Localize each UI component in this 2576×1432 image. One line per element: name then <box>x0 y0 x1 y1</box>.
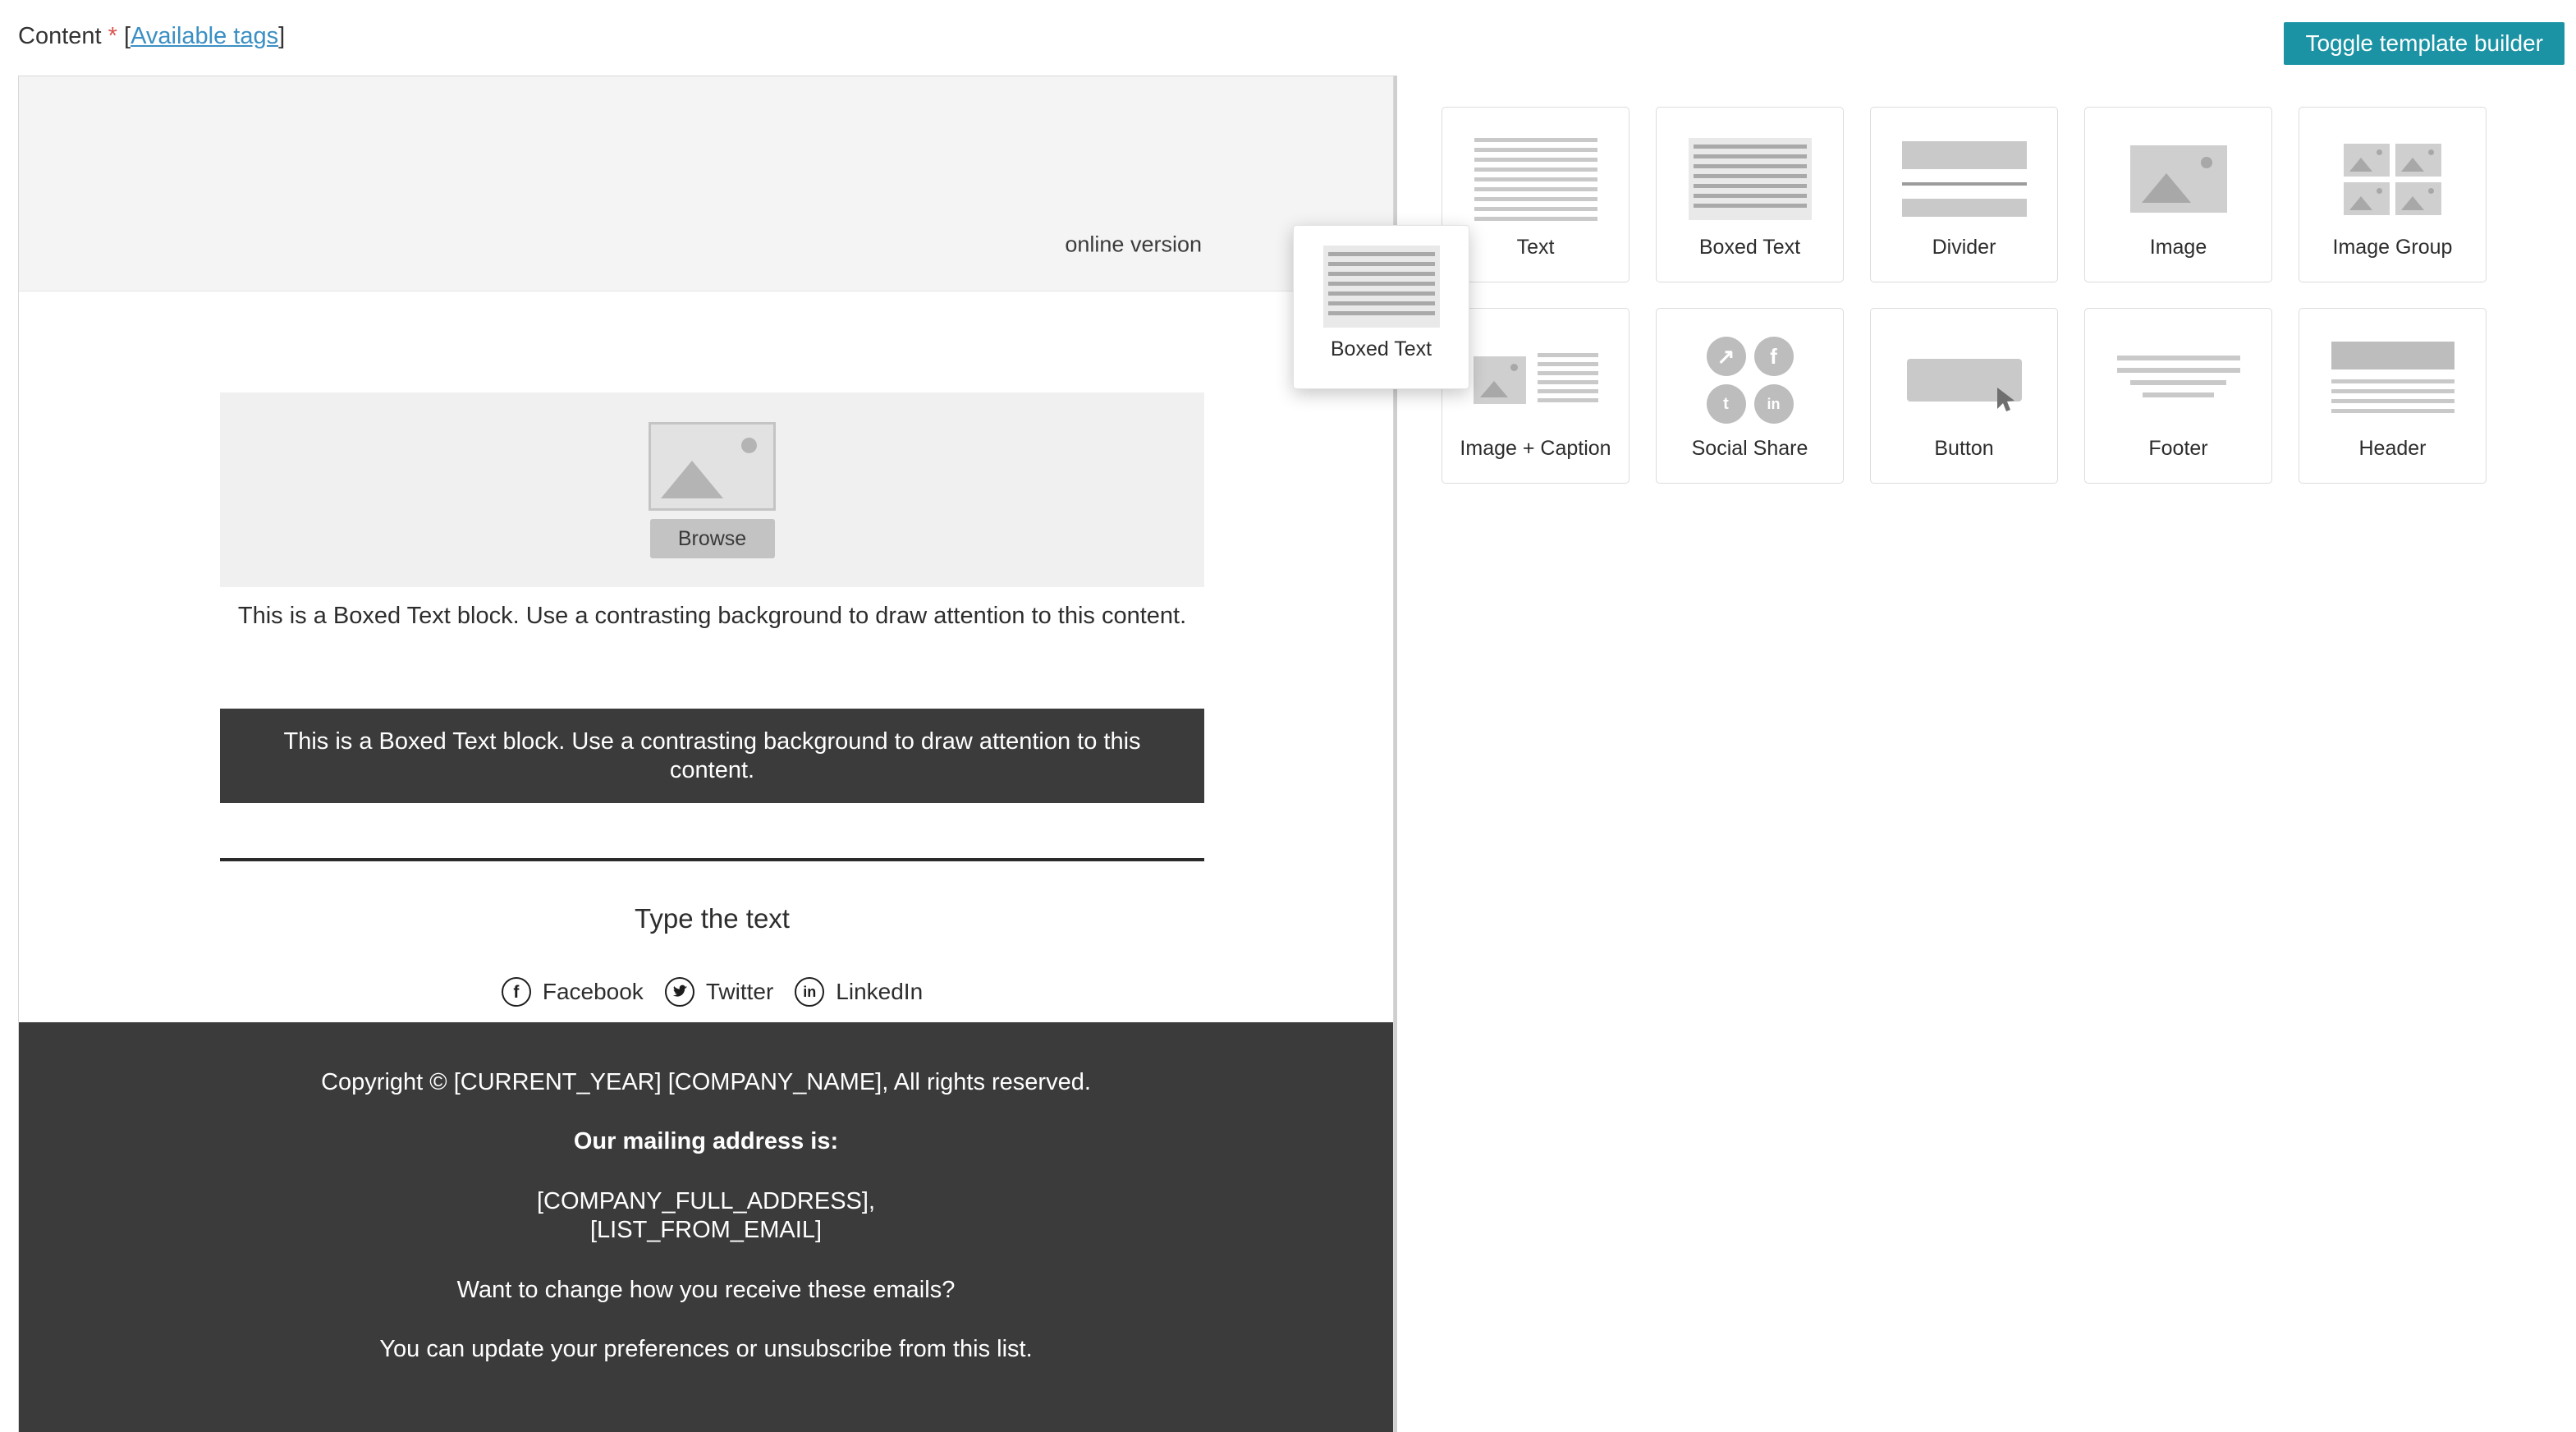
linkedin-icon: in <box>1754 384 1794 424</box>
social-share-block[interactable] <box>220 977 1204 1007</box>
social-label: LinkedIn <box>836 979 924 1004</box>
footer-block[interactable] <box>19 1022 1393 1432</box>
footer-preferences-text[interactable]: You can update your preferences or unsubscribe from this list. <box>379 1335 1033 1362</box>
palette-block-label: Footer <box>2148 437 2208 460</box>
divider-thumb-icon <box>1888 129 2040 229</box>
palette-block-label: Button <box>1934 437 1994 460</box>
footer-thumb-icon <box>2102 330 2254 430</box>
palette-block-label: Social Share <box>1691 437 1808 460</box>
palette-block-label: Text <box>1516 236 1555 259</box>
social-label: Twitter <box>705 979 774 1004</box>
facebook-icon: f <box>1754 337 1794 376</box>
palette-block-image-group[interactable] <box>2299 107 2487 282</box>
palette-block-label: Image + Caption <box>1460 437 1611 460</box>
palette-block-button[interactable] <box>1870 308 2058 484</box>
content-field-label <box>18 23 285 50</box>
share-icon: ↗ <box>1707 337 1746 376</box>
required-marker: * <box>108 23 117 49</box>
palette-block-boxed-text[interactable] <box>1656 107 1844 282</box>
online-version-link[interactable]: online version <box>1065 232 1202 257</box>
social-label: Facebook <box>542 979 644 1004</box>
button-block-text[interactable]: Type the text <box>635 903 790 934</box>
palette-block-header[interactable] <box>2299 308 2487 484</box>
palette-block-label: Header <box>2358 437 2427 460</box>
twitter-icon <box>665 977 694 1007</box>
image-thumb-icon <box>2102 129 2254 229</box>
email-body-area <box>19 291 1393 1022</box>
image-block[interactable] <box>220 392 1204 587</box>
footer-copyright: Copyright © [CURRENT_YEAR] [COMPANY_NAME], All rights reserved. <box>321 1069 1091 1095</box>
palette-block-label: Divider <box>1932 236 1996 259</box>
top-toolbar <box>0 0 2576 76</box>
footer-preferences-question: Want to change how you receive these emails? <box>456 1276 956 1303</box>
palette-block-label: Image Group <box>2332 236 2453 259</box>
boxed-text-thumb-icon <box>1674 129 1826 229</box>
footer-address-line-2: [LIST_FROM_EMAIL] <box>589 1217 822 1244</box>
template-builder-panel <box>1397 76 2576 1432</box>
palette-block-footer[interactable] <box>2084 308 2272 484</box>
image-group-thumb-icon <box>2317 129 2468 229</box>
block-palette-grid <box>1442 107 2532 484</box>
button-thumb-icon <box>1888 330 2040 430</box>
social-share-thumb-icon <box>1674 330 1826 430</box>
image-caption-thumb-icon <box>1460 330 1611 430</box>
footer-mailing-heading: Our mailing address is: <box>573 1128 839 1155</box>
bracket-close: ] <box>278 23 286 49</box>
social-item[interactable] <box>502 977 644 1007</box>
twitter-icon: t <box>1707 384 1746 424</box>
palette-block-image-caption[interactable] <box>1442 308 1629 484</box>
bracket-open: [ <box>124 23 131 49</box>
palette-block-image[interactable] <box>2084 107 2272 282</box>
social-item[interactable] <box>795 977 923 1007</box>
toggle-template-builder-button[interactable]: Toggle template builder <box>2284 22 2565 65</box>
drag-ghost-label: Boxed Text <box>1330 337 1432 360</box>
drag-ghost-boxed-text[interactable] <box>1293 225 1469 389</box>
available-tags-link[interactable]: Available tags <box>131 23 279 49</box>
header-thumb-icon <box>2317 330 2468 430</box>
preheader-block[interactable] <box>19 76 1393 291</box>
text-block[interactable]: This is a Boxed Text block. Use a contrasting background to draw attention to this content. <box>237 603 1187 629</box>
palette-block-text[interactable] <box>1442 107 1629 282</box>
palette-block-label: Boxed Text <box>1698 236 1801 259</box>
linkedin-icon: in <box>795 977 824 1007</box>
text-lines-thumb-icon <box>1460 129 1611 229</box>
palette-block-label: Image <box>2149 236 2207 259</box>
footer-address-line-1: [COMPANY_FULL_ADDRESS], <box>536 1187 876 1214</box>
divider-block[interactable] <box>220 858 1204 861</box>
content-label-text: Content <box>18 23 102 49</box>
facebook-icon: f <box>502 977 531 1007</box>
palette-block-social-share[interactable] <box>1656 308 1844 484</box>
social-item[interactable] <box>665 977 773 1007</box>
image-placeholder-icon <box>649 422 776 511</box>
boxed-text-thumb-icon <box>1323 246 1440 328</box>
boxed-text-block[interactable]: This is a Boxed Text block. Use a contrasting background to draw attention to this content. <box>220 709 1204 803</box>
palette-block-divider[interactable] <box>1870 107 2058 282</box>
browse-button[interactable]: Browse <box>650 519 775 558</box>
email-editor-canvas[interactable] <box>18 76 1394 1432</box>
